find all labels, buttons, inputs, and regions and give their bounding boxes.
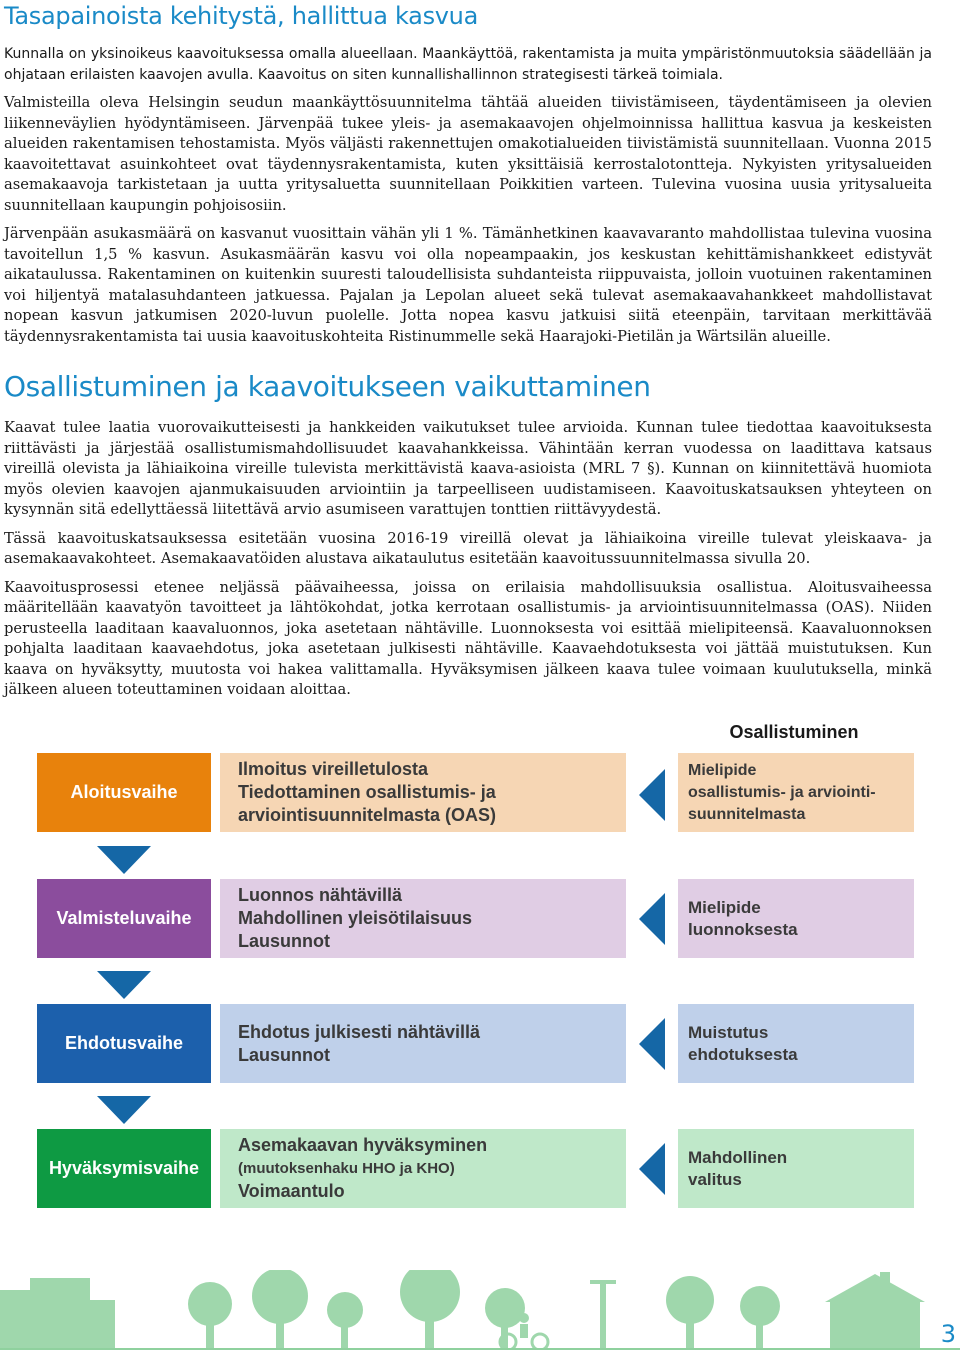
section-kasvu xyxy=(4,44,932,355)
arrow-down-icon xyxy=(97,1096,151,1124)
description-line: Luonnos nähtävillä xyxy=(238,885,403,905)
paragraph: Kaavat tulee laatia vuorovaikutteisesti ja hankkeiden vaikutukset tulee arvioida. Kunnan tulee tiedottaa kaavoituksesta riittävästi ja järjestää osallistumismahdollisuudet kaavahankkeissa. Vähintään kerran vuodessa on laadittava katsaus vireillä olevista ja lähiaikoina vireille tulevista merkittävistä kaava-asioista (MRL 7 §). Kunnan on kiinnitettävä huomiota myös olevien kaavojen ajanmukaisuuden arviointiin ja tarpeelliseen uudistamiseen. Kaavoituskatsauksen yhteyteen on kysynnän sitä edellyttäessä liitettävä arvio asumiseen varattujen tonttien riittävyydestä. xyxy=(4,419,932,518)
phase-box-valmistelu: Valmisteluvaihe xyxy=(37,879,211,958)
participation-line: Mielipide xyxy=(688,761,757,779)
phase-box-ehdotus: Ehdotusvaihe xyxy=(37,1004,211,1083)
page-number: 3 xyxy=(940,1320,956,1348)
section-osallistuminen xyxy=(4,418,932,709)
paragraph: Järvenpään asukasmäärä on kasvanut vuosittain vähän yli 1 %. Tämänhetkinen kaavavaranto mahdollistaa tulevina vuosina tavoitellun 1,5 % kasvun. Asukasmäärän kasvu voi olla nopeampaakin, jos keskustan kehittämishankkeet edistyvät aikataulussa. Rakentaminen on kuitenkin suuresti taloudellisista suhdanteista riippuvaista, jolloin vuotuinen rakentaminen voi hiljentyä matalasuhdanteen jatkuessa. Pajalan ja Lepolan alueet sekä tulevat asemakaavahankkeet mahdollistavat nopean kasvun jatkumisen 2020-luvun puolelle. Jotta nopea kasvu jatkuisi siitä eteenpäin, tarvitaan merkittävää täydennysrakentamista tai uusia kaavoituskohteita Ristinummelle sekä Haarajoki-Pietilän ja Wärtsilän alueille. xyxy=(4,225,932,345)
arrow-left-icon xyxy=(639,893,665,945)
description-line: arviointisuunnitelmasta (OAS) xyxy=(238,805,497,825)
arrow-down-icon xyxy=(97,971,151,999)
participation-line: valitus xyxy=(688,1169,742,1189)
participation-line: Mahdollinen xyxy=(688,1147,788,1167)
phase-box-aloitus: Aloitusvaihe xyxy=(37,753,211,832)
paragraph: Kaavoitusprosessi etenee neljässä päävaiheessa, joissa on erilaisia mahdollisuuksia osallistua. Aloitusvaiheessa määritellään kaavatyön tavoitteet ja lähtökohdat, jotka kerrotaan osallistumis- ja arviointisuunnitelmassa (OAS). Niiden perusteella laaditaan kaavaluonnos, joka asetetaan nähtäville. Luonnoksesta voi esittää mielipiteensä. Kaavaluonnoksen pohjalta laaditaan kaavaehdotus, joka asetetaan julkisesti nähtäville. Kaavaehdotuksesta voi jättää muistutuksen. Kun kaava on hyväksytty, muutosta voi hakea valittamalla. Hyväksymisen jälkeen kaava tulee voimaan kuulutuksella, minkä jälkeen alueen toteuttaminen voidaan aloittaa. xyxy=(4,578,932,698)
participation-box-ehdotus xyxy=(678,1004,914,1083)
description-line: Lausunnot xyxy=(238,1044,330,1065)
arrow-left-icon xyxy=(639,1018,665,1070)
arrow-left-icon xyxy=(639,769,665,821)
participation-line: luonnoksesta xyxy=(688,919,798,939)
page-heading: Tasapainoista kehitystä, hallittua kasvua xyxy=(4,2,479,30)
description-line: Ilmoitus vireilletulosta xyxy=(238,759,429,779)
phase-description-valmistelu xyxy=(220,879,626,958)
participation-line: suunnitelmasta xyxy=(688,805,806,823)
participation-line: ehdotuksesta xyxy=(688,1044,798,1064)
planning-process-diagram xyxy=(0,715,960,1350)
phase-description-ehdotus xyxy=(220,1004,626,1083)
paragraph: Kunnalla on yksinoikeus kaavoituksessa omalla alueellaan. Maankäyttöä, rakentamista ja muita ympäristönmuutoksia säädellään ja ohjataan erilaisten kaavojen avulla. Kaavoitus on siten kunnallishallinnon strategisesti tärkeä toimiala. xyxy=(4,46,932,83)
participation-box-aloitus xyxy=(678,753,914,832)
description-line: Mahdollinen yleisötilaisuus xyxy=(238,908,473,928)
description-line: (muutoksenhaku HHO ja KHO) xyxy=(238,1160,455,1177)
description-line: Tiedottaminen osallistumis- ja xyxy=(238,782,496,802)
arrow-left-icon xyxy=(639,1143,665,1195)
participation-line: Muistutus xyxy=(688,1022,769,1042)
phase-description-aloitus xyxy=(220,753,626,832)
paragraph: Valmisteilla oleva Helsingin seudun maankäyttösuunnitelma tähtää alueiden tiivistämiseen, täydentämiseen ja olevien liikenneväylien hyödyntämiseen. Järvenpää tukee yleis- ja asemakaavojen ohjelmoinnissa hallittua kasvua ja keskeisten alueiden rakentamisen tehostamista. Myös väljästi rakennettujen omakotialueiden tiivistämistä suunnitellaan. Vuonna 2015 kaavoitettavat asuinkohteet ovat täydennysrakentamista, kuten yksittäisiä kerrostalotontteja. Nykyisten yritysalueiden asemakaavoja tarkistetaan ja uutta yritysaluetta suunnitellaan Poikkitien varteen. Tulevina vuosina uusia yritysalueita suunnitellaan kaupungin pohjoisosiin. xyxy=(4,94,932,214)
arrow-down-icon xyxy=(97,846,151,874)
cityscape-illustration xyxy=(0,1270,960,1350)
participation-line: Mielipide xyxy=(688,897,761,917)
description-line: Asemakaavan hyväksyminen xyxy=(238,1135,488,1155)
participation-box-hyvaksyminen xyxy=(678,1129,914,1208)
description-line: Lausunnot xyxy=(238,931,330,951)
participation-header: Osallistuminen xyxy=(729,722,859,742)
participation-line: osallistumis- ja arviointi- xyxy=(688,783,876,801)
section-heading: Osallistuminen ja kaavoitukseen vaikuttaminen xyxy=(4,370,651,403)
description-line: Ehdotus julkisesti nähtävillä xyxy=(238,1021,481,1042)
description-line: Voimaantulo xyxy=(238,1181,345,1201)
paragraph: Tässä kaavoituskatsauksessa esitetään vuosina 2016-19 vireillä olevat ja lähiaikoina vireille tulevat yleiskaava- ja asemakaavakohteet. Asemakaavatöiden alustava aikataulutus esitetään kaavoitussuunnitelmassa sivulla 20. xyxy=(4,529,932,567)
phase-box-hyvaksyminen: Hyväksymisvaihe xyxy=(37,1129,211,1208)
phase-description-hyvaksyminen xyxy=(220,1129,626,1208)
participation-box-valmistelu xyxy=(678,879,914,958)
